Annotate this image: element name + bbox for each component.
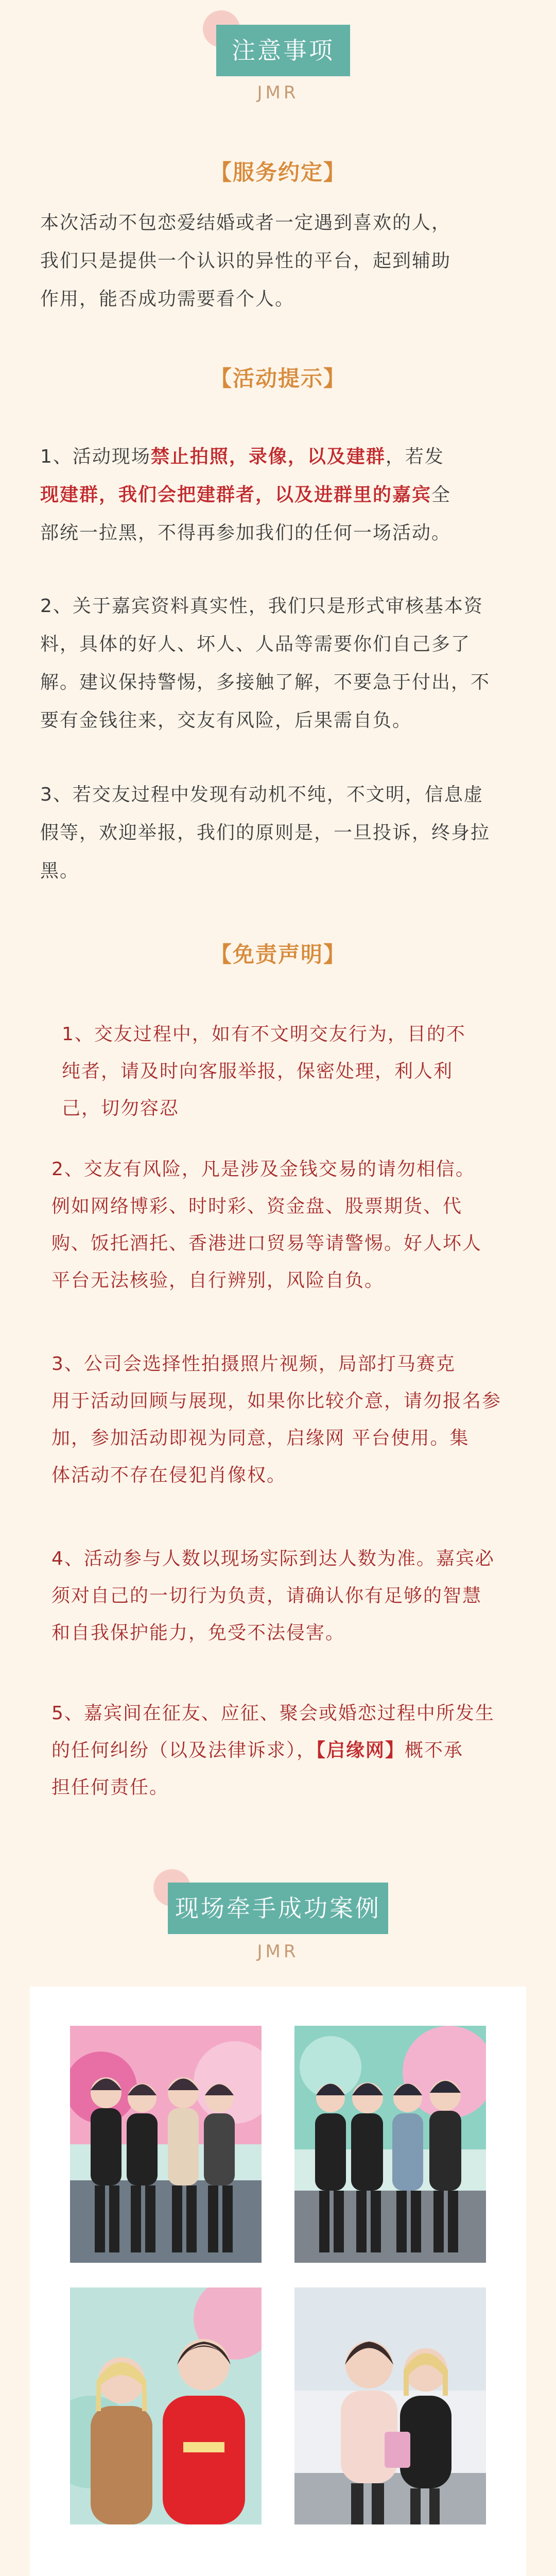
disclaimer-line: 5、嘉宾间在征友、应征、聚会或婚恋过程中所发生: [51, 1703, 495, 1724]
header-title-box: [216, 25, 350, 76]
disclaimer-line: 己，切勿容忍: [62, 1098, 180, 1119]
disclaimer-line: 和自我保护能力，免受不法侵害。: [51, 1622, 345, 1643]
tips-paragraph-2: [40, 587, 519, 740]
disclaimer-item-3: [51, 1346, 546, 1494]
tip1-warning: 禁止拍照，录像，以及建群: [150, 446, 386, 467]
disclaimer-section-title: 【免责声明】: [210, 942, 346, 967]
disclaimer-line: 平台无法核验，自行辨别，风险自负。: [51, 1270, 385, 1291]
tip1-warning: 现建群，我们会把: [40, 484, 197, 505]
photo-4-image: [294, 2287, 486, 2524]
tip3-line: 3、若交友过程中发现有动机不纯，不文明，信息虚: [40, 784, 483, 805]
tip1-text: 1、活动现场: [40, 446, 151, 467]
tip2-line: 料，具体的好人、坏人、人品等需要你们自己多了: [40, 634, 471, 655]
header-subtitle: JMR: [257, 82, 299, 103]
tip2-line: 要有金钱往来，交友有风险，后果需自负。: [40, 710, 412, 731]
disclaimer-item-4: [51, 1540, 535, 1652]
tip1-warning: 建群者，以及进群里的嘉宾: [197, 484, 432, 505]
header-title: 注意事项: [232, 37, 335, 64]
photo-couple-red[interactable]: [70, 2287, 262, 2524]
tip3-line: 假等，欢迎举报，我们的原则是，一旦投诉，终身拉: [40, 822, 491, 843]
disclaimer-line: 4、活动参与人数以现场实际到达人数为准。嘉宾必: [51, 1548, 495, 1569]
brand-name: 【启缘网】: [316, 1740, 405, 1761]
disclaimer-line: 3、公司会选择性拍摄照片视频，局部打马赛克: [51, 1353, 456, 1375]
tip1-text: 全: [431, 484, 451, 505]
cases-title-box: [168, 1883, 388, 1934]
tips-paragraph-3: [40, 776, 519, 890]
disclaimer-line: 1、交友过程中，如有不文明交友行为，目的不: [62, 1024, 466, 1045]
service-paragraph: [40, 204, 519, 318]
disclaimer-line: 纯者，请及时向客服举报，保密处理，利人利: [62, 1061, 454, 1082]
disclaimer-line: 购、饭托酒托、香港进口贸易等请警惕。好人坏人: [51, 1233, 482, 1254]
disclaimer-line: 例如网络博彩、时时彩、资金盘、股票期货、代: [51, 1196, 463, 1217]
disclaimer-line: 用于活动回顾与展现，如果你比较介意，请勿报名参: [51, 1391, 502, 1412]
cases-subtitle: JMR: [257, 1941, 299, 1962]
photo-1-image: [70, 2026, 262, 2263]
disclaimer-text: 的任何纠纷（以及法律诉求），: [51, 1740, 317, 1761]
photo-3-image: [70, 2287, 262, 2524]
disclaimer-line: 体活动不存在侵犯肖像权。: [51, 1465, 287, 1486]
service-section-title: 【服务约定】: [210, 160, 346, 185]
photo-couple-gift[interactable]: [294, 2287, 486, 2524]
service-line: 我们只是提供一个认识的异性的平台，起到辅助: [40, 250, 451, 272]
cases-title: 现场牵手成功案例: [175, 1894, 381, 1922]
disclaimer-item-5: [51, 1695, 535, 1806]
tip2-line: 解。建议保持警惕，多接触了解，不要急于付出，不: [40, 672, 491, 693]
tip1-text: 部统一拉黑，不得再参加我们的任何一场活动。: [40, 522, 451, 544]
tip3-line: 黑。: [40, 860, 80, 882]
disclaimer-line: 须对自己的一切行为负责，请确认你有足够的智慧: [51, 1585, 482, 1606]
disclaimer-item-1: [62, 1016, 515, 1127]
tips-paragraph-1: [40, 438, 519, 552]
tip1-text: ，若发: [385, 446, 444, 467]
service-line: 作用，能否成功需要看个人。: [40, 289, 295, 310]
tip2-line: 2、关于嘉宾资料真实性，我们只是形式审核基本资: [40, 596, 483, 617]
photo-group-pink[interactable]: [70, 2026, 262, 2263]
service-line: 本次活动不包恋爱结婚或者一定遇到喜欢的人，: [40, 212, 451, 233]
photo-group-teal[interactable]: [294, 2026, 486, 2263]
photo-2-image: [294, 2026, 486, 2263]
disclaimer-line: 2、交友有风险，凡是涉及金钱交易的请勿相信。: [51, 1159, 475, 1180]
disclaimer-line: 担任何责任。: [51, 1777, 169, 1798]
tips-section-title: 【活动提示】: [210, 366, 346, 391]
disclaimer-text: 概不承: [405, 1740, 464, 1761]
disclaimer-line: 加，参加活动即视为同意，启缘网 平台使用。集: [51, 1428, 470, 1449]
disclaimer-item-2: [51, 1151, 535, 1299]
photos-card: [30, 1987, 526, 2576]
